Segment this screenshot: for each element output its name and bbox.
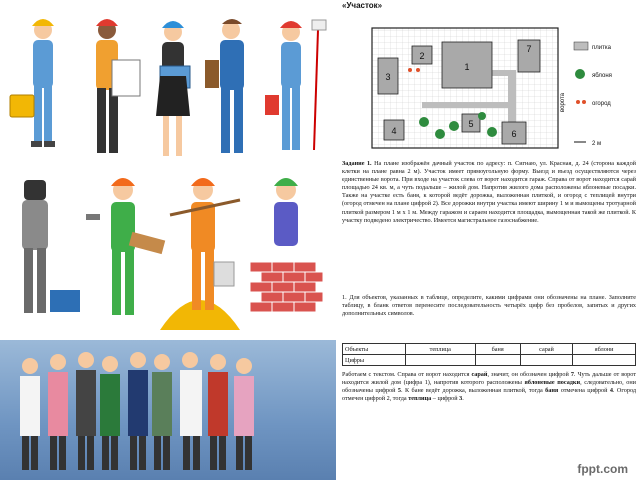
table-header-cell: теплица [406,344,476,355]
document-page [338,0,640,480]
worker-welder [22,180,80,313]
map-label-2: 2 [419,51,425,61]
solution-keyword: 5 [397,387,402,395]
answer-cell[interactable] [573,355,636,366]
worker-bricklayer [250,178,323,312]
map-label-6: 6 [511,129,517,139]
solution-keyword: 4 [609,387,613,395]
vegetable-garden-icon [576,100,580,104]
plot-plan-map [342,12,636,154]
table-header-cell: сарай [520,344,572,355]
solution-fragment: . Огород отмечен цифрой 2, тогда [342,387,637,403]
map-label-7: 7 [526,44,532,54]
solution-fragment: отмечена цифрой [558,387,610,395]
worker-digger [160,178,240,330]
solution-fragment: . К бане ведёт дорожка, выложенная плиткой, тогда [401,387,546,395]
solution-fragment: – цифрой [431,395,460,403]
document-title: «Участок» [342,1,383,10]
task-body: На плане изображён дачный участок по адресу: п. Сигнаю, ул. Красная, д. 24 (сторона каждой клетки на плане равна 2 м). Участок имеет прямоугольную форму. Выезд и въезд осуществляются через единственные ворота. При входе на участок слева от ворот находится гараж. Справа от ворот находится сарай площадью 24 кв. м, а чуть подальше – жилой дом. Напротив жилого дома расположены яблоневые посадки. Также на участке есть баня, к которой ведёт дорожка, выложенная плиткой, и огород с теплицей внутри (огород отмечен на плане цифрой 2). Все дорожки внутри участка имеют ширину 1 м и вымощены тротуарной плиткой размером 1 м х 1 м. Между гаражом и сараем находится площадка, вымощенная такой же плиткой. К участку подведено электричество. Имеется магистральное газоснабжение. [342,160,636,224]
answer-cell[interactable] [475,355,520,366]
worker-carpenter [86,178,165,315]
table-row [343,355,636,366]
answer-cell[interactable] [406,355,476,366]
solution-fragment: Работаем с текстом. Справа от ворот находится [342,371,472,378]
gate-label: ворота [560,92,566,112]
solution-fragment: , значит, он обозначен цифрой [487,371,571,378]
people-group [20,352,254,470]
solution-fragment: . Чуть дальше от ворот находится жилой дом (цифра 1), напротив которого расположены [342,371,636,387]
worker-painter [265,20,326,150]
solution-text [342,371,636,403]
tile-icon [574,42,588,50]
solution-keyword: сарай [471,371,488,378]
answer-cell[interactable] [520,355,572,366]
legend-apple-label: яблоня [592,73,612,79]
map-label-4: 4 [391,126,397,136]
solution-keyword: яблоневые посадки [524,379,581,387]
task-text [342,160,636,225]
worker-electrician [205,19,244,153]
table-row-label: Цифры [343,355,406,366]
solution-keyword: 3 [459,395,463,403]
task-heading: Задание 1. [342,160,372,167]
worker-architect [156,21,190,156]
map-label-1: 1 [464,62,470,72]
solution-fragment: , следовательно, они обозначены цифрой [342,379,636,395]
map-legend [574,42,612,147]
table-header-cell: баня [475,344,520,355]
table-header-cell: Объекты [343,344,406,355]
solution-keyword: 7 [570,371,574,378]
legend-tile-label: плитка [592,45,611,51]
table-header-cell: яблони [573,344,636,355]
question-text: 1. Для объектов, указанных в таблице, определите, какими цифрами они обозначены на плане. Заполните таблицу, в бланк ответов перенесите последовательность четырёх цифр без пробелов, запятых и других дополнительных символов. [342,294,636,318]
watermark: fppt.com [577,462,628,476]
worker-engineer [96,19,140,153]
solution-fragment: . [462,395,464,403]
solution-keyword: теплица [408,395,432,403]
legend-garden-label: огород [592,101,611,107]
map-label-5: 5 [468,119,474,129]
table-row [343,344,636,355]
worker-plumber [10,19,55,147]
professions-panel [0,340,336,480]
workers-illustration [0,0,336,340]
scale-label: 2 м [592,141,602,147]
professions-illustration [0,340,336,480]
apple-tree-icon [575,69,585,79]
map-label-3: 3 [385,72,391,82]
solution-keyword: баня [545,387,559,395]
answer-table [342,343,636,366]
